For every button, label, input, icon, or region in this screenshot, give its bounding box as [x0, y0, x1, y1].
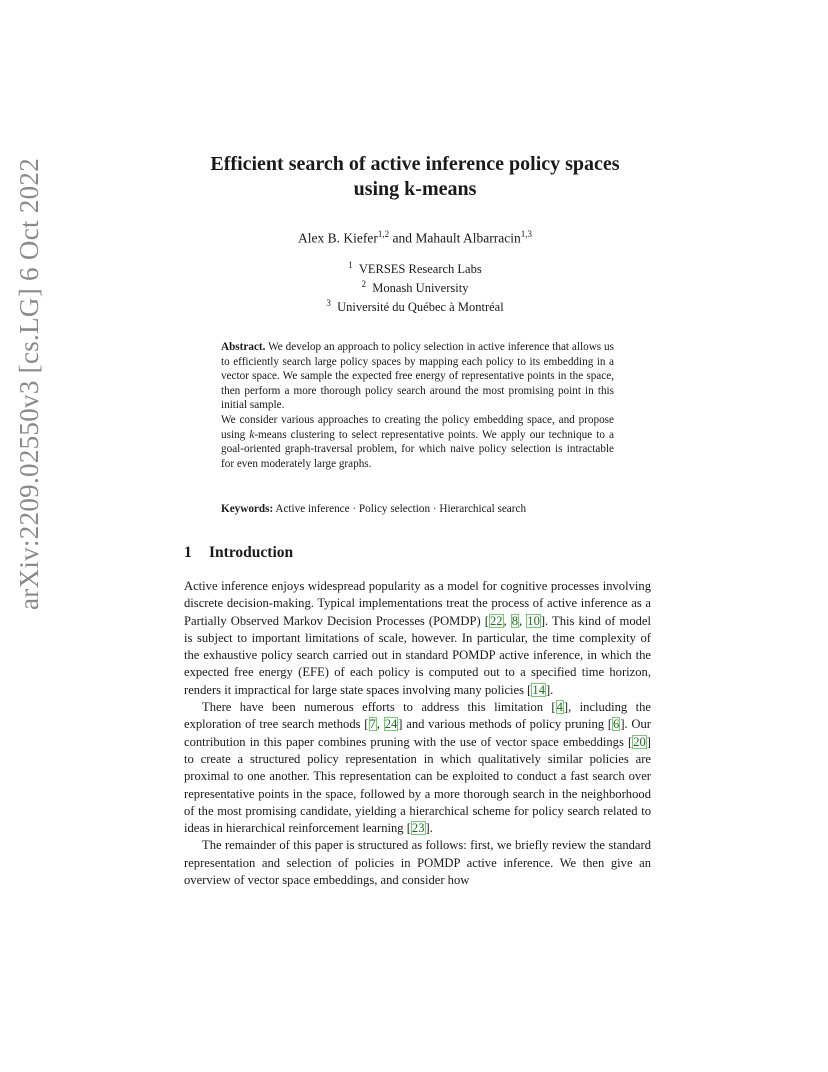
abstract-paragraph — [221, 340, 614, 413]
author-name: Mahault Albarracin — [415, 230, 521, 246]
affiliation — [150, 277, 680, 296]
body-paragraph: There have been numerous efforts to address this limitation [4], including the exploration of tree search methods [7, 24] and various methods of policy pruning [6]. Our contribution in this paper combines pruning with the use of vector space embeddings [20] to create a structured policy representation in which qualitatively similar policies are proximal to one another. This representation can be exploited to conduct a fast search over representative points in the space, followed by a more thorough search in the neighborhood of the most promising candidate, yielding a hierarchical scheme for policy search related to ideas in hierarchical reinforcement learning [23]. — [184, 700, 651, 836]
section-number: 1 — [184, 544, 192, 561]
author-affil-marker: 1,2 — [377, 229, 390, 239]
introduction-body — [184, 578, 651, 889]
keywords — [221, 503, 614, 515]
citation-link[interactable]: 10 — [527, 613, 540, 628]
citation-link[interactable]: 20 — [633, 734, 646, 749]
abstract-text: We develop an approach to policy selection in active inference that allows us to efficiently search large policy spaces by mapping each policy to its embedding in a vector space. We sample the expected free energy of representative points in the space, then perform a more thorough policy search around the most promising point in this initial sample. — [221, 341, 614, 412]
body-text: Active inference enjoys widespread popularity as a model for cognitive processes involving discrete decision-making. Typical implementations treat the process of active inference as a Partially Observed Markov Decision Processes (POMDP) [ — [184, 579, 651, 628]
body-paragraph: Active inference enjoys widespread popularity as a model for cognitive processes involving discrete decision-making. Typical implementations treat the process of active inference as a Partially Observed Markov Decision Processes (POMDP) [22, 8, 10]. This kind of model is subject to important limitations of scale, however. In particular, the time complexity of the exhaustive policy search carried out in standard POMDP active inference, in which the expected free energy (EFE) of each policy is computed out to a specified time horizon, renders it impractical for large state spaces involving many policies [14]. — [184, 579, 651, 697]
abstract-label: Abstract. — [221, 341, 266, 353]
affiliation — [150, 296, 680, 315]
affiliation-list — [150, 258, 680, 315]
affiliation-name: Monash University — [372, 281, 469, 296]
affiliation-marker: 3 — [326, 298, 331, 309]
body-text: ]. Our contribution in this paper combines pruning with the use of vector space embeddings [ — [184, 717, 651, 749]
keywords-label: Keywords: — [221, 503, 274, 515]
body-text: There have been numerous efforts to address this limitation [ — [202, 700, 556, 715]
affiliation-marker: 2 — [361, 279, 367, 290]
citation-link[interactable]: 24 — [384, 717, 398, 732]
abstract-paragraph — [221, 413, 614, 471]
title-line-2: using k-means — [353, 178, 477, 200]
abstract-text: -means clustering to select representative points. We apply our technique to a goal-oriented graph-traversal problem, for which naive policy selection is intractable for even moderately large graphs. — [221, 428, 614, 470]
citation-link[interactable]: 8 — [511, 613, 519, 628]
citation-link[interactable]: 4 — [556, 700, 563, 715]
affiliation-name: Université du Québec à Montréal — [337, 300, 504, 315]
abstract-emphasis: k — [249, 428, 255, 441]
body-text: ]. — [545, 682, 554, 697]
body-text: ] to create a structured policy representation in which qualitatively similar policies are proximal to one another. This representation can be exploited to conduct a fast search over representative points in the space, followed by a more thorough search in the neighborhood of the most promising candidate, yielding a hierarchical scheme for policy search related to ideas in hierarchical reinforcement learning [ — [184, 734, 651, 836]
author-name: Alex B. Kiefer — [298, 230, 378, 246]
body-text: ] and various methods of policy pruning [ — [398, 717, 613, 732]
body-paragraph — [184, 837, 651, 889]
body-text: The remainder of this paper is structured as follows: first, we briefly review the standard representation and selection of policies in POMDP active inference. We then give an overview of vector space embeddings, and consider how — [184, 838, 651, 888]
arxiv-identifier: arXiv:2209.02550v3 [cs.LG] 6 Oct 2022 — [14, 157, 44, 610]
citation-link[interactable]: 14 — [532, 682, 545, 697]
affiliation-marker: 1 — [348, 260, 353, 270]
citation-link[interactable]: 7 — [369, 717, 376, 732]
citation-link[interactable]: 23 — [411, 821, 425, 836]
body-text: ]. — [425, 821, 433, 836]
keywords-text: Active inference · Policy selection · Hierarchical search — [273, 503, 527, 515]
paper-title — [150, 152, 680, 202]
author-affil-marker: 1,3 — [520, 229, 532, 239]
body-text: ]. This kind of model is subject to important limitations of scale, however. In particular, the time complexity of the exhaustive policy search carried out in standard POMDP active inference, in which the expected free energy (EFE) of each policy is computed out to a specified time horizon, renders it impractical for large state spaces involving many policies [ — [184, 613, 651, 697]
affiliation-name: VERSES Research Labs — [358, 262, 482, 277]
body-text: ], including the exploration of tree search methods [ — [184, 700, 651, 732]
title-line-1: Efficient search of active inference policy spaces — [210, 153, 620, 175]
author-conjunction: and — [389, 230, 416, 246]
section-title: Introduction — [209, 544, 294, 561]
section-heading — [184, 544, 293, 562]
citation-link[interactable]: 6 — [613, 717, 620, 732]
abstract-text: We consider various approaches to creating the policy embedding space, and propose using — [221, 413, 614, 441]
affiliation — [150, 258, 680, 277]
citation-link[interactable]: 22 — [489, 613, 503, 628]
author-list — [150, 229, 680, 247]
abstract — [221, 340, 614, 471]
